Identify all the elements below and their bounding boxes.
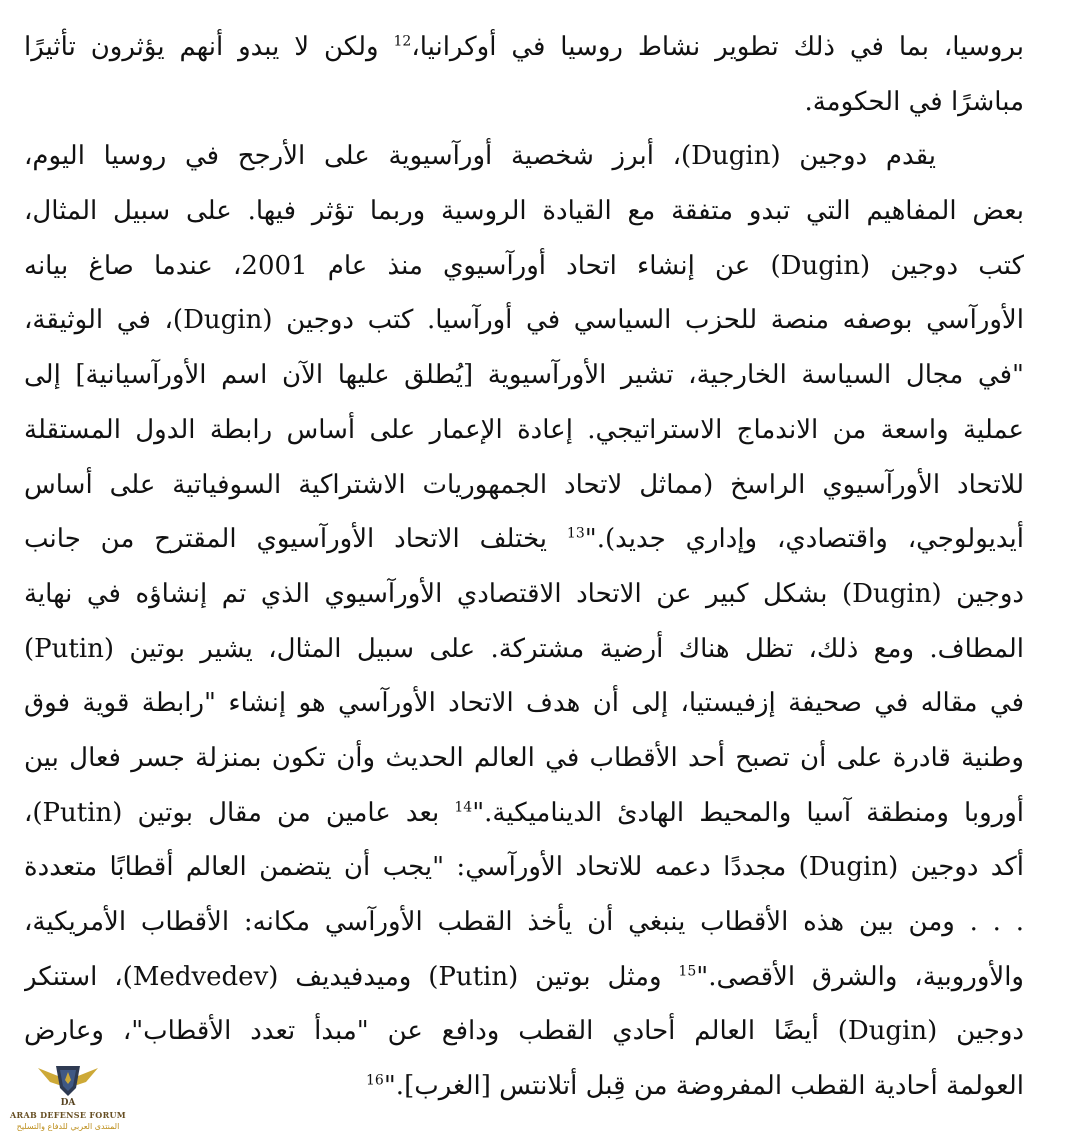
text-segment: مباشرًا في الحكومة. bbox=[804, 86, 1024, 117]
text-line bbox=[24, 403, 1024, 458]
text-segment: دوجين (Dugin) أيضًا العالم أحادي القطب ودافع عن "مبدأ تعدد الأقطاب"، وعارض bbox=[24, 1016, 1024, 1047]
text-line bbox=[24, 239, 1024, 294]
text-segment: بروسيا، بما في ذلك تطوير نشاط روسيا في أوكرانيا، bbox=[411, 32, 1024, 62]
text-segment: العولمة أحادية القطب المفروضة من قِبل أتلانتس [الغرب]." bbox=[383, 1071, 1024, 1102]
footnote-marker: 15 bbox=[678, 963, 697, 980]
footnote-marker: 14 bbox=[454, 798, 473, 815]
text-line bbox=[24, 786, 1024, 841]
footnote-marker: 12 bbox=[393, 33, 412, 50]
text-segment: أيديولوجي، واقتصادي، وإداري جديد)." bbox=[584, 524, 1024, 555]
text-segment: يختلف الاتحاد الأورآسيوي المقترح من جانب bbox=[24, 524, 567, 555]
footnote-marker: 13 bbox=[566, 525, 585, 542]
watermark-letters: DA bbox=[60, 1098, 76, 1108]
text-segment: يقدم دوجين (Dugin)، أبرز شخصية أورآسيوية على الأرجح في روسيا اليوم، bbox=[24, 141, 936, 172]
text-segment: في مقاله في صحيفة إزفيستيا، إلى أن هدف الاتحاد الأورآسي هو إنشاء "رابطة قوية فوق bbox=[24, 688, 1024, 719]
article-body bbox=[24, 20, 1024, 1114]
text-line bbox=[24, 75, 1024, 130]
text-line bbox=[24, 348, 1024, 403]
text-segment: للاتحاد الأورآسيوي الراسخ (مماثل لاتحاد الجمهوريات الاشتراكية السوفياتية على أساس bbox=[24, 469, 1024, 500]
text-segment: المطاف. ومع ذلك، تظل هناك أرضية مشتركة. على سبيل المثال، يشير بوتين (Putin) bbox=[24, 633, 1024, 664]
text-line bbox=[24, 731, 1024, 786]
text-line bbox=[24, 458, 1024, 513]
eagle-emblem-icon bbox=[36, 1058, 100, 1108]
text-segment: ولكن لا يبدو أنهم يؤثرون تأثيرًا bbox=[24, 32, 394, 62]
text-segment: أوروبا ومنطقة آسيا والمحيط الهادئ الديناميكية." bbox=[472, 797, 1024, 828]
text-line bbox=[24, 1059, 1024, 1114]
text-segment: وطنية قادرة على أن تصبح أحد الأقطاب في العالم الحديث وأن تكون بمنزلة جسر فعال بين bbox=[24, 742, 1024, 773]
text-segment: أكد دوجين (Dugin) مجددًا دعمه للاتحاد الأورآسي: "يجب أن يتضمن العالم أقطابًا متعددة bbox=[24, 852, 1024, 883]
text-segment: "في مجال السياسة الخارجية، تشير الأورآسيوية [يُطلق عليها الآن اسم الأورآسيانية] إلى bbox=[24, 360, 1024, 391]
text-segment: دوجين (Dugin) بشكل كبير عن الاتحاد الاقتصادي الأورآسيوي الذي تم إنشاؤه في نهاية bbox=[24, 578, 1024, 609]
text-line bbox=[24, 293, 1024, 348]
text-line bbox=[24, 950, 1024, 1005]
text-segment: . . . ومن بين هذه الأقطاب ينبغي أن يأخذ القطب الأورآسي مكانه: الأقطاب الأمريكية، bbox=[24, 907, 1024, 937]
text-segment: ومثل بوتين (Putin) وميدفيديف (Medvedev)، استنكر bbox=[24, 961, 679, 992]
text-line bbox=[24, 129, 1024, 184]
text-line bbox=[24, 840, 1024, 895]
text-segment: عملية واسعة من الاندماج الاستراتيجي. إعادة الإعمار على أساس رابطة الدول المستقلة bbox=[24, 414, 1024, 445]
text-line bbox=[24, 567, 1024, 622]
watermark-subtitle: المنتدى العربي للدفاع والتسليح bbox=[16, 1122, 120, 1131]
text-segment: والأوروبية، والشرق الأقصى." bbox=[696, 961, 1024, 992]
text-line bbox=[24, 184, 1024, 239]
text-line bbox=[24, 622, 1024, 677]
text-segment: الأورآسي بوصفه منصة للحزب السياسي في أورآسيا. كتب دوجين (Dugin)، في الوثيقة، bbox=[24, 305, 1024, 336]
forum-watermark bbox=[8, 1058, 128, 1138]
text-segment: كتب دوجين (Dugin) عن إنشاء اتحاد أورآسيوي منذ عام 2001، عندما صاغ بيانه bbox=[24, 250, 1024, 281]
text-segment: بعد عامين من مقال بوتين (Putin)، bbox=[24, 797, 455, 828]
text-line bbox=[24, 20, 1024, 75]
text-line bbox=[24, 512, 1024, 567]
text-segment: بعض المفاهيم التي تبدو متفقة مع القيادة الروسية وربما تؤثر فيها. على سبيل المثال، bbox=[24, 196, 1024, 227]
footnote-marker: 16 bbox=[366, 1072, 384, 1089]
text-line bbox=[24, 895, 1024, 950]
text-line bbox=[24, 1004, 1024, 1059]
watermark-title: ARAB DEFENSE FORUM bbox=[10, 1110, 126, 1120]
text-line bbox=[24, 676, 1024, 731]
